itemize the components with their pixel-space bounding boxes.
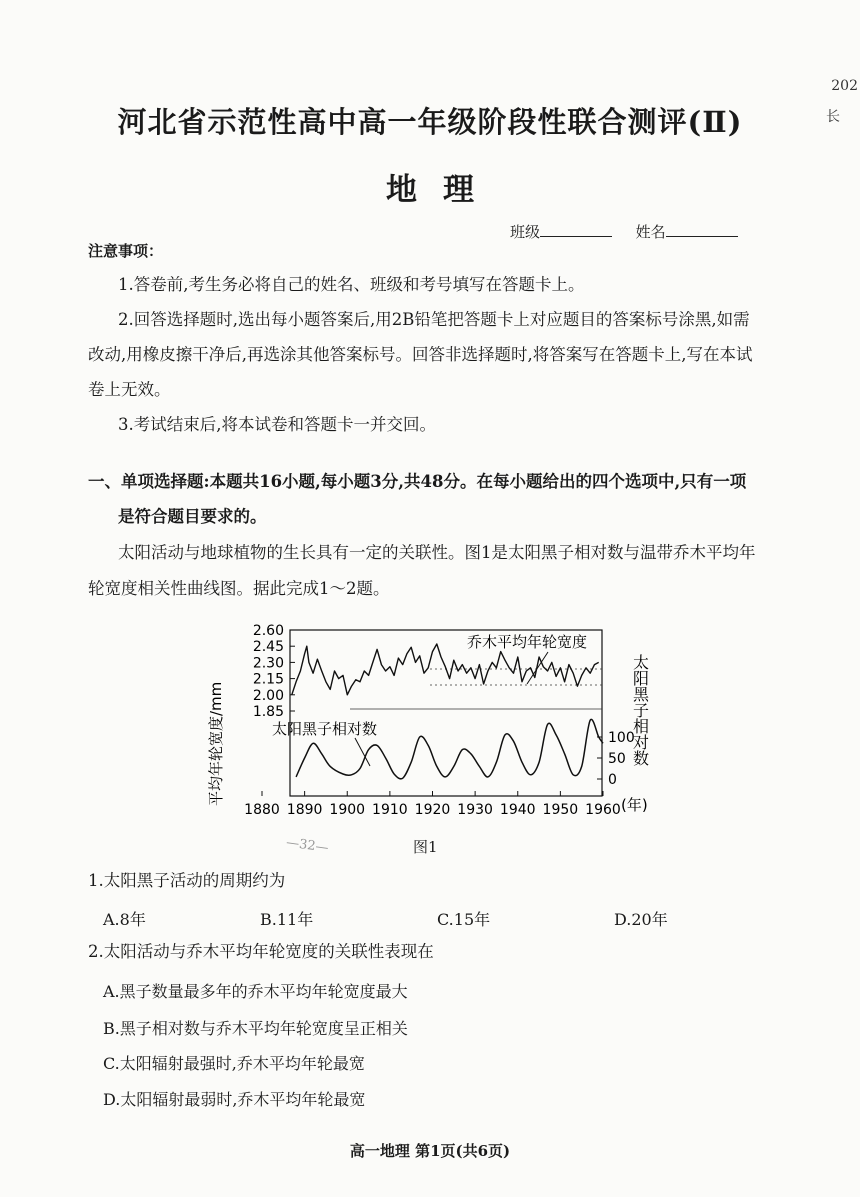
name-field[interactable]: [666, 222, 738, 237]
tree-ring-width-line: [292, 644, 599, 695]
q2-option-a[interactable]: A.黑子数量最多年的乔木平均年轮宽度最大: [103, 982, 408, 1001]
x-tick-label: 1960: [585, 802, 621, 818]
q1-option-d[interactable]: D.20年: [614, 910, 668, 929]
notice-item-2-line-1: 2.回答选择题时,选出每小题答案后,用2B铅笔把答题卡上对应题目的答案标号涂黑,如需: [118, 310, 750, 329]
q1-option-a[interactable]: A.8年: [103, 910, 146, 929]
subject-title: 地理: [386, 172, 500, 208]
notice-item-1: 1.答卷前,考生务必将自己的姓名、班级和考号填写在答题卡上。: [118, 275, 585, 294]
q1-option-c[interactable]: C.15年: [437, 910, 491, 929]
exam-title: 河北省示范性高中高一年级阶段性联合测评(Ⅱ): [117, 105, 743, 139]
y-right-tick-label: 50: [608, 751, 626, 767]
figure-caption: 图1: [413, 838, 438, 856]
x-tick-label: 1910: [372, 802, 408, 818]
q1-option-b[interactable]: B.11年: [260, 910, 314, 929]
x-tick-label: 1880: [244, 802, 280, 818]
section-heading-line-2: 是符合题目要求的。: [118, 507, 267, 526]
x-tick-label: 1940: [499, 802, 536, 818]
x-axis-unit: (年): [621, 796, 648, 814]
y-left-tick-label: 2.00: [252, 687, 284, 704]
page-footer: 高一地理 第1页(共6页): [349, 1142, 511, 1160]
corner-fragment-top: 202: [831, 78, 858, 94]
y-left-tick-label: 2.60: [252, 623, 284, 639]
y-left-tick-label: 2.30: [252, 655, 284, 672]
margin-note: —32—: [285, 835, 330, 856]
section-heading-line-1: 一、单项选择题:本题共16小题,每小题3分,共48分。在每小题给出的四个选项中,只有一项: [88, 472, 747, 491]
question-2-stem: 2.太阳活动与乔木平均年轮宽度的关联性表现在: [88, 942, 434, 961]
y-right-tick-label: 100: [608, 730, 635, 746]
y-left-tick-label: 2.15: [252, 671, 284, 688]
notice-item-3: 3.考试结束后,将本试卷和答题卡一并交回。: [118, 415, 436, 434]
student-info-fields: [510, 221, 738, 242]
class-label: 班级: [510, 223, 541, 241]
q2-option-d[interactable]: D.太阳辐射最弱时,乔木平均年轮最宽: [103, 1090, 366, 1109]
y-left-tick-label: 1.85: [252, 704, 284, 720]
y-right-tick-label: 0: [608, 772, 617, 788]
x-tick-label: 1900: [329, 802, 366, 818]
x-tick-label: 1950: [542, 802, 579, 818]
notice-heading: 注意事项：: [88, 242, 164, 260]
name-label: 姓名: [635, 223, 666, 241]
y-right-axis-label: 太阳黑子相对数: [630, 654, 650, 766]
x-tick-label: 1920: [414, 802, 451, 818]
question-1-stem: 1.太阳黑子活动的周期约为: [88, 871, 286, 890]
notice-item-2-line-3: 卷上无效。: [88, 380, 171, 399]
corner-fragment-bottom: 长: [826, 109, 840, 125]
y-left-tick-label: 2.45: [252, 639, 284, 656]
notice-item-2-line-2: 改动,用橡皮擦干净后,再选涂其他答案标号。回答非选择题时,将答案写在答题卡上,写在本试: [88, 345, 753, 364]
label-tree-ring-width: 乔木平均年轮宽度: [467, 633, 588, 651]
q2-option-b[interactable]: B.黑子相对数与乔木平均年轮宽度呈正相关: [103, 1019, 408, 1038]
class-field[interactable]: [540, 222, 612, 237]
x-tick-label: 1890: [286, 802, 323, 818]
label-sunspot-number: 太阳黑子相对数: [272, 720, 378, 738]
intro-line-1: 太阳活动与地球植物的生长具有一定的关联性。图1是太阳黑子相对数与温带乔木平均年: [118, 543, 756, 562]
y-left-axis-label: 平均年轮宽度/mm: [207, 681, 225, 806]
q2-option-c[interactable]: C.太阳辐射最强时,乔木平均年轮最宽: [103, 1054, 365, 1073]
intro-line-2: 轮宽度相关性曲线图。据此完成1～2题。: [88, 579, 390, 598]
x-tick-label: 1930: [457, 802, 493, 818]
